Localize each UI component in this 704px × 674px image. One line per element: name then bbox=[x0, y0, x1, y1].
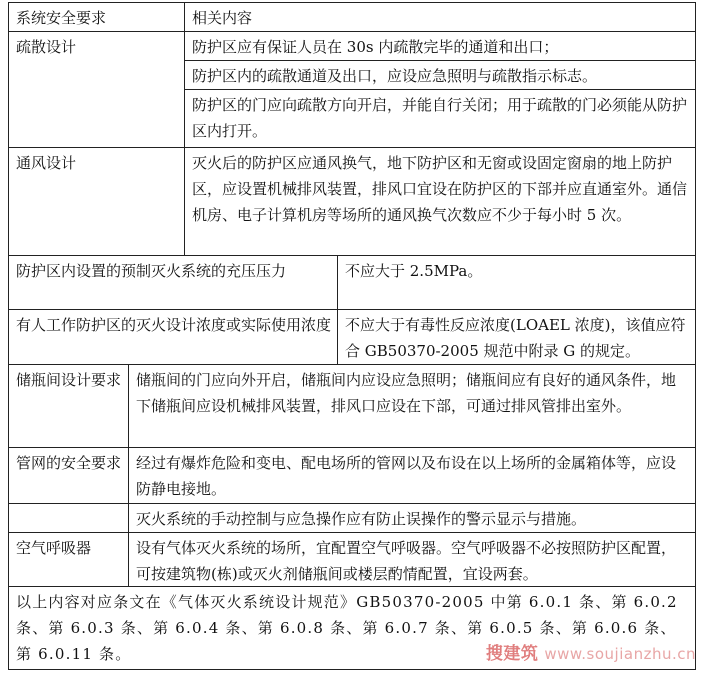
manual-control-content: 灭火系统的手动控制与应急操作应有防止误操作的警示显示与措施。 bbox=[128, 503, 696, 533]
watermark-cn: 搜建筑 bbox=[485, 644, 539, 664]
watermark bbox=[486, 639, 696, 664]
evacuation-item-3: 防护区的门应向疏散方向开启，并能自行关闭；用于疏散的门必须能从防护区内打开。 bbox=[184, 89, 696, 148]
pressure-label: 防护区内设置的预制灭火系统的充压压力 bbox=[8, 255, 338, 310]
concentration-content: 不应大于有毒性反应浓度(LOAEL 浓度)，该值应符合 GB50370-2005 规范中附录 G 的规定。 bbox=[337, 309, 696, 365]
requirements-table bbox=[8, 2, 696, 670]
evacuation-label: 疏散设计 bbox=[8, 31, 185, 148]
ventilation-label: 通风设计 bbox=[8, 147, 185, 256]
pressure-content: 不应大于 2.5MPa。 bbox=[337, 255, 696, 310]
header-content: 相关内容 bbox=[184, 2, 696, 32]
piping-label: 管网的安全要求 bbox=[8, 447, 129, 504]
evacuation-item-2: 防护区内的疏散通道及出口，应设应急照明与疏散指示标志。 bbox=[184, 60, 696, 90]
respirator-content: 设有气体灭火系统的场所，宜配置空气呼吸器。空气呼吸器不必按照防护区配置，可按建筑物(栋)或灭火剂储瓶间或楼层酌情配置，宜设两套。 bbox=[128, 532, 696, 587]
ventilation-content: 灭火后的防护区应通风换气，地下防护区和无窗或设固定窗扇的地上防护区，应设置机械排风装置，排风口宜设在防护区的下部并应直通室外。通信机房、电子计算机房等场所的通风换气次数应不少于每小时 5 次。 bbox=[184, 147, 696, 256]
header-requirement: 系统安全要求 bbox=[8, 2, 185, 32]
respirator-label: 空气呼吸器 bbox=[8, 532, 129, 587]
piping-content: 经过有爆炸危险和变电、配电场所的管网以及布设在以上场所的金属箱体等，应设防静电接地。 bbox=[128, 447, 696, 504]
concentration-label: 有人工作防护区的灭火设计浓度或实际使用浓度 bbox=[8, 309, 338, 365]
storage-room-label: 储瓶间设计要求 bbox=[8, 364, 129, 448]
manual-control-label bbox=[8, 503, 129, 533]
source-footnote: 以上内容对应条文在《气体灭火系统设计规范》GB50370-2005 中第 6.0.1 条、第 6.0.2 条、第 6.0.3 条、第 6.0.4 条、第 6.0.8 条、第 6.0.7 条、第 6.0.5 条、第 6.0.6 条、第 6.0.11 条。 bbox=[8, 586, 696, 670]
watermark-url: www.soujianzhu.cn bbox=[544, 645, 696, 663]
storage-room-content: 储瓶间的门应向外开启，储瓶间内应设应急照明；储瓶间应有良好的通风条件，地下储瓶间应设机械排风装置，排风口应设在下部，可通过排风管排出室外。 bbox=[128, 364, 696, 448]
evacuation-item-1: 防护区应有保证人员在 30s 内疏散完毕的通道和出口； bbox=[184, 31, 696, 61]
